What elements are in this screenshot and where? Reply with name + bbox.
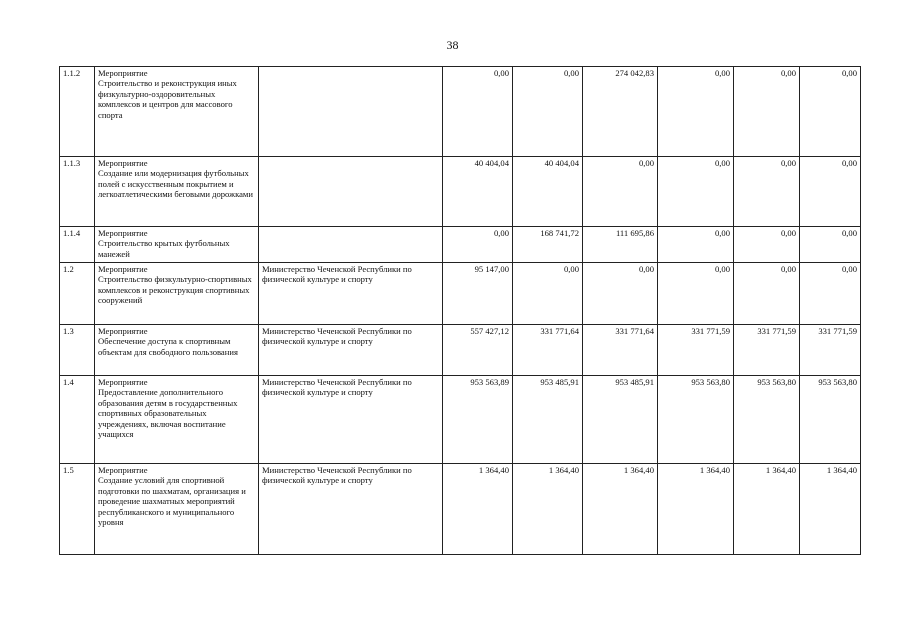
amount-cell: 0,00 — [583, 157, 658, 227]
amount-cell: 1 364,40 — [734, 464, 800, 555]
amount-cell: 0,00 — [800, 157, 861, 227]
executor-cell: Министерство Чеченской Республики по физической культуре и спорту — [259, 376, 443, 464]
amount-cell: 274 042,83 — [583, 67, 658, 157]
amount-cell: 557 427,12 — [443, 325, 513, 376]
amount-cell: 331 771,59 — [658, 325, 734, 376]
amount-cell: 0,00 — [658, 263, 734, 325]
amount-cell: 0,00 — [443, 67, 513, 157]
row-code: 1.1.2 — [60, 67, 95, 157]
table-row — [60, 227, 861, 263]
amount-cell: 0,00 — [734, 263, 800, 325]
executor-cell: Министерство Чеченской Республики по физической культуре и спорту — [259, 263, 443, 325]
executor-cell: Министерство Чеченской Республики по физической культуре и спорту — [259, 464, 443, 555]
program-budget-table — [59, 66, 861, 555]
amount-cell: 0,00 — [658, 67, 734, 157]
executor-cell — [259, 227, 443, 263]
row-code: 1.4 — [60, 376, 95, 464]
amount-cell: 0,00 — [443, 227, 513, 263]
measure-title: Мероприятие Обеспечение доступа к спортивным объектам для свободного пользования — [95, 325, 259, 376]
amount-cell: 953 563,89 — [443, 376, 513, 464]
amount-cell: 953 485,91 — [583, 376, 658, 464]
amount-cell: 331 771,59 — [734, 325, 800, 376]
amount-cell: 95 147,00 — [443, 263, 513, 325]
row-code: 1.1.4 — [60, 227, 95, 263]
table-row — [60, 464, 861, 555]
amount-cell: 40 404,04 — [513, 157, 583, 227]
amount-cell: 1 364,40 — [513, 464, 583, 555]
executor-cell: Министерство Чеченской Республики по физической культуре и спорту — [259, 325, 443, 376]
amount-cell: 331 771,64 — [513, 325, 583, 376]
amount-cell: 0,00 — [800, 227, 861, 263]
amount-cell: 0,00 — [583, 263, 658, 325]
amount-cell: 168 741,72 — [513, 227, 583, 263]
amount-cell: 953 563,80 — [734, 376, 800, 464]
amount-cell: 40 404,04 — [443, 157, 513, 227]
row-code: 1.3 — [60, 325, 95, 376]
amount-cell: 331 771,59 — [800, 325, 861, 376]
amount-cell: 953 563,80 — [800, 376, 861, 464]
amount-cell: 953 563,80 — [658, 376, 734, 464]
table-row — [60, 325, 861, 376]
row-code: 1.2 — [60, 263, 95, 325]
executor-cell — [259, 67, 443, 157]
measure-title: Мероприятие Предоставление дополнительного образования детям в государственных спортивных образовательных учреждениях, включая воспитание учащихся — [95, 376, 259, 464]
measure-title: Мероприятие Строительство крытых футбольных манежей — [95, 227, 259, 263]
amount-cell: 331 771,64 — [583, 325, 658, 376]
table-row — [60, 157, 861, 227]
measure-title: Мероприятие Создание или модернизация футбольных полей с искусственным покрытием и легкоатлетическими беговыми дорожками — [95, 157, 259, 227]
amount-cell: 1 364,40 — [800, 464, 861, 555]
table-row — [60, 376, 861, 464]
amount-cell: 111 695,86 — [583, 227, 658, 263]
amount-cell: 0,00 — [513, 263, 583, 325]
page-number: 38 — [446, 38, 459, 52]
measure-title: Мероприятие Строительство физкультурно-спортивных комплексов и реконструкция спортивных сооружений — [95, 263, 259, 325]
amount-cell: 1 364,40 — [583, 464, 658, 555]
amount-cell: 0,00 — [734, 157, 800, 227]
amount-cell: 1 364,40 — [443, 464, 513, 555]
amount-cell: 0,00 — [800, 67, 861, 157]
table-row — [60, 263, 861, 325]
amount-cell: 1 364,40 — [658, 464, 734, 555]
measure-title: Мероприятие Создание условий для спортивной подготовки по шахматам, организация и проведение шахматных мероприятий республиканского и муниципального уровня — [95, 464, 259, 555]
amount-cell: 0,00 — [658, 227, 734, 263]
amount-cell: 0,00 — [734, 67, 800, 157]
amount-cell: 953 485,91 — [513, 376, 583, 464]
amount-cell: 0,00 — [734, 227, 800, 263]
amount-cell: 0,00 — [658, 157, 734, 227]
amount-cell: 0,00 — [800, 263, 861, 325]
row-code: 1.5 — [60, 464, 95, 555]
amount-cell: 0,00 — [513, 67, 583, 157]
table-row — [60, 67, 861, 157]
measure-title: Мероприятие Строительство и реконструкция иных физкультурно-оздоровительных комплексов и центров для массового спорта — [95, 67, 259, 157]
row-code: 1.1.3 — [60, 157, 95, 227]
executor-cell — [259, 157, 443, 227]
